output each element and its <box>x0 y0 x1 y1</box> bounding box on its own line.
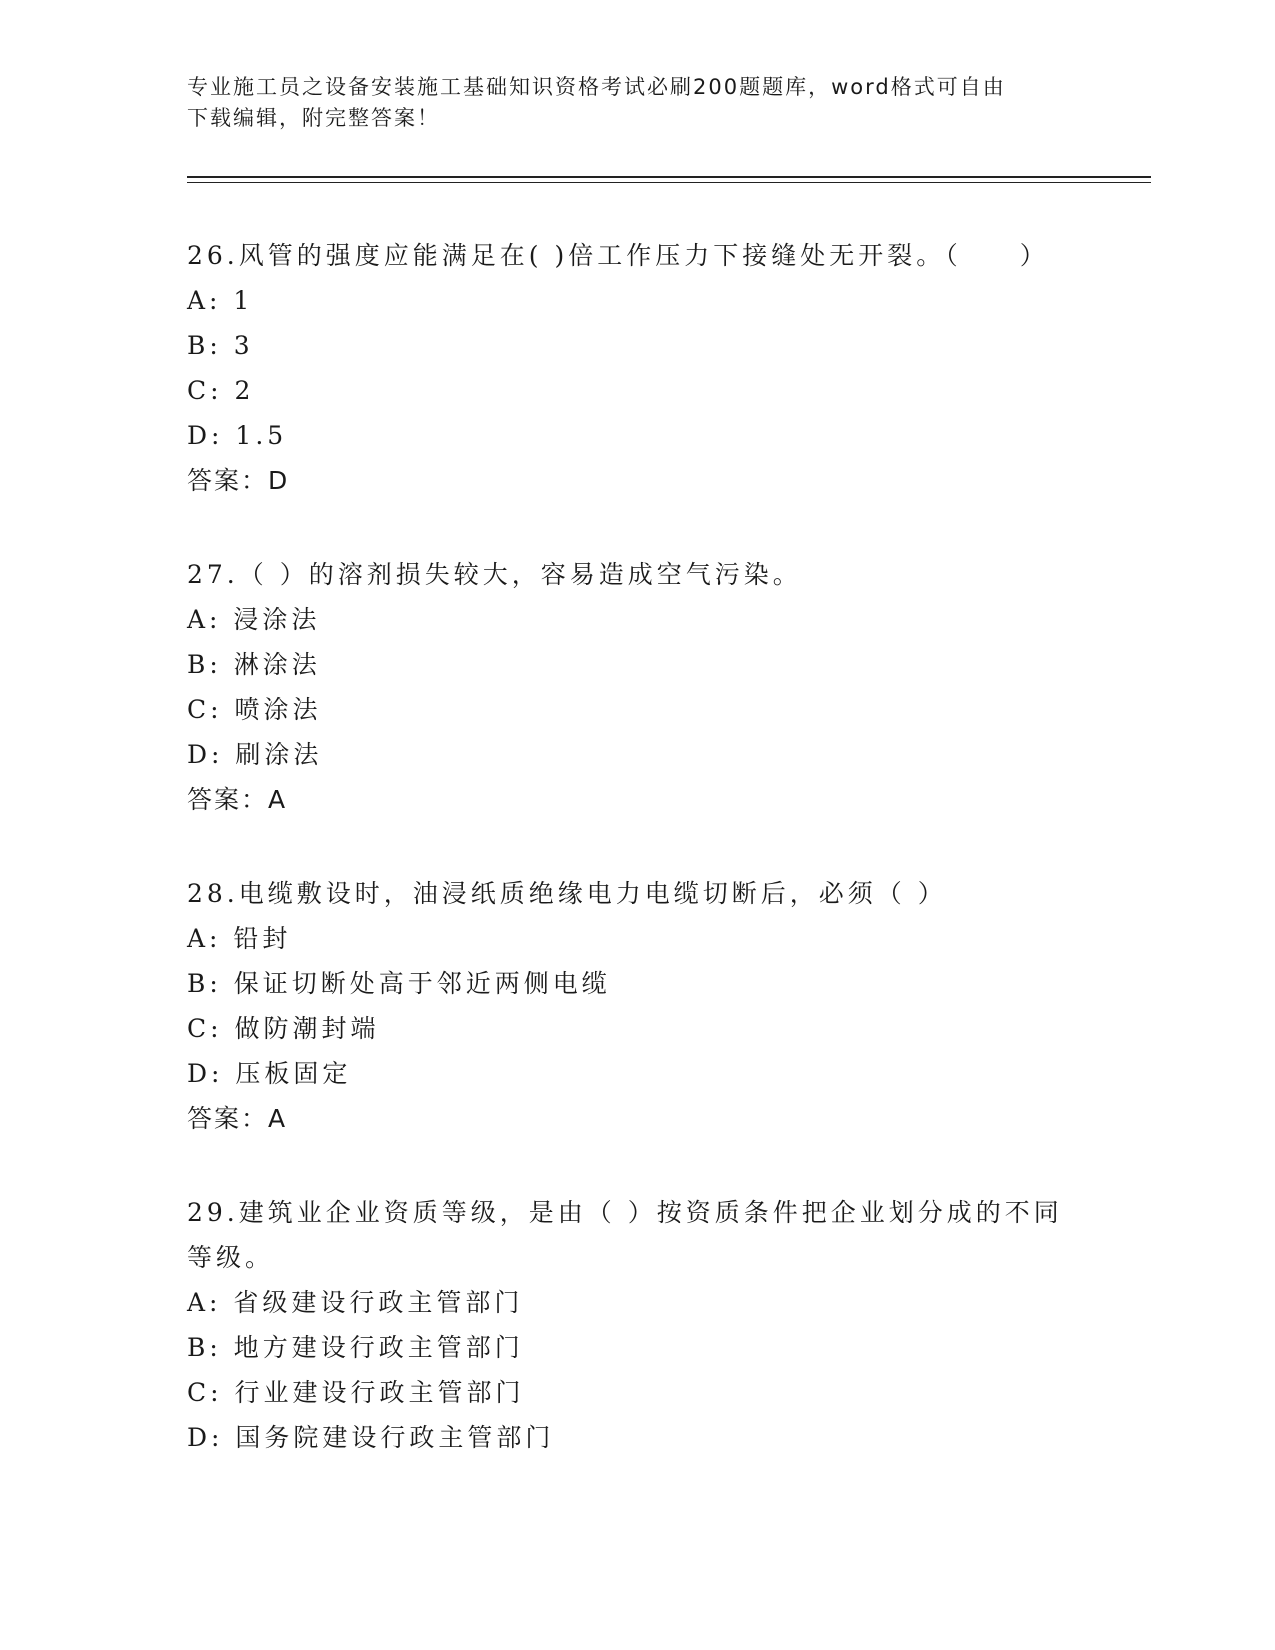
answer-line: 答案：A <box>187 1104 288 1133</box>
question-27 <box>187 552 1087 822</box>
question-stem: 27.（ ）的溶剂损失较大，容易造成空气污染。 <box>187 560 802 589</box>
question-stem-line-2: 等级。 <box>187 1243 275 1272</box>
option-c: C: 做防潮封端 <box>187 1014 380 1043</box>
answer-line: 答案：A <box>187 785 288 814</box>
option-a: A: 1 <box>187 286 254 315</box>
option-d: D: 刷涂法 <box>187 740 323 769</box>
option-b: B: 3 <box>187 331 254 360</box>
header-line-2: 下载编辑，附完整答案！ <box>187 106 440 130</box>
option-d: D: 国务院建设行政主管部门 <box>187 1423 555 1452</box>
question-26 <box>187 233 1087 503</box>
option-a: A: 铅封 <box>187 924 292 953</box>
header-divider-thick <box>187 176 1151 178</box>
document-header <box>187 72 1087 134</box>
option-d: D: 1.5 <box>187 421 288 450</box>
header-line-1: 专业施工员之设备安装施工基础知识资格考试必刷200题题库，word格式可自由 <box>187 75 1006 99</box>
option-b: B: 保证切断处高于邻近两侧电缆 <box>187 969 611 998</box>
question-stem-line-1: 29.建筑业企业资质等级，是由（ ）按资质条件把企业划分成的不同 <box>187 1198 1063 1227</box>
option-b: B: 地方建设行政主管部门 <box>187 1333 524 1362</box>
answer-line: 答案：D <box>187 466 290 495</box>
header-divider-thin <box>187 182 1151 183</box>
question-29 <box>187 1190 1087 1460</box>
question-stem: 26.风管的强度应能满足在( )倍工作压力下接缝处无开裂。（ ） <box>187 241 1049 270</box>
option-a: A: 浸涂法 <box>187 605 321 634</box>
question-stem: 28.电缆敷设时，油浸纸质绝缘电力电缆切断后，必须（ ） <box>187 879 947 908</box>
option-c: C: 2 <box>187 376 255 405</box>
option-c: C: 行业建设行政主管部门 <box>187 1378 525 1407</box>
question-28 <box>187 871 1087 1141</box>
option-c: C: 喷涂法 <box>187 695 322 724</box>
option-b: B: 淋涂法 <box>187 650 321 679</box>
option-d: D: 压板固定 <box>187 1059 352 1088</box>
option-a: A: 省级建设行政主管部门 <box>187 1288 524 1317</box>
